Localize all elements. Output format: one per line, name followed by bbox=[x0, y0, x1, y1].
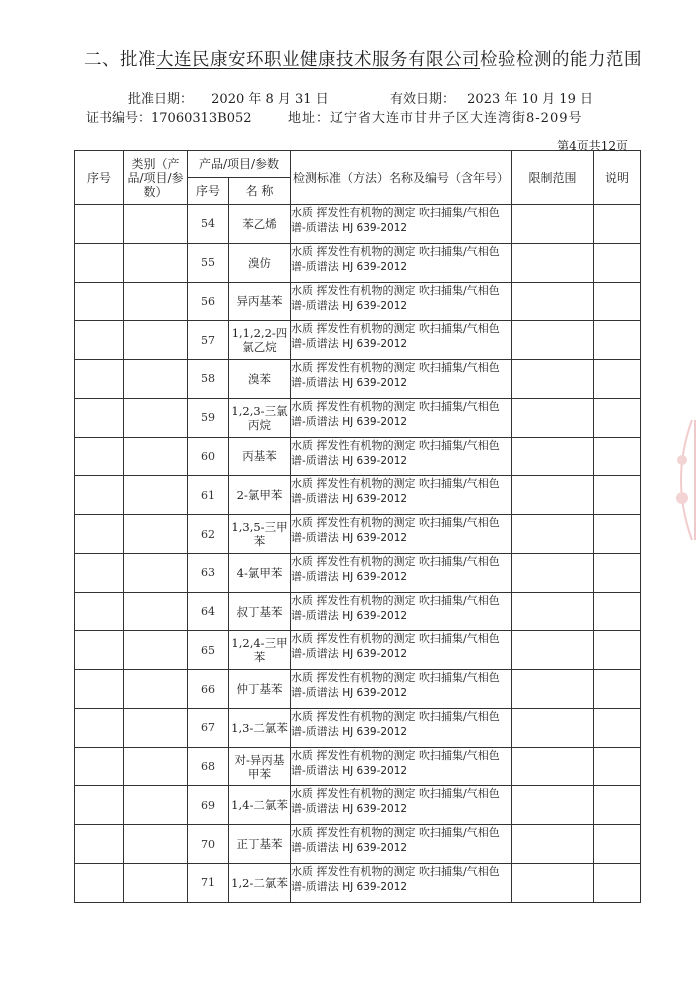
cert-value: 17060313B052 bbox=[151, 111, 252, 126]
row-standard-code: HJ 639-2012 bbox=[342, 881, 408, 894]
row-number: 68 bbox=[188, 747, 229, 786]
row-number: 64 bbox=[188, 592, 229, 631]
approval-date-value: 2020 年 8 月 31 日 bbox=[211, 92, 329, 107]
row-standard-name: 水质 挥发性有机物的测定 吹扫捕集/气相色谱-质谱法 bbox=[291, 516, 500, 545]
row-standard bbox=[291, 708, 512, 747]
row-note-cell bbox=[594, 631, 641, 670]
row-standard-name: 水质 挥发性有机物的测定 吹扫捕集/气相色谱-质谱法 bbox=[291, 865, 500, 894]
row-parameter-name: 溴仿 bbox=[229, 243, 291, 282]
row-parameter-name: 仲丁基苯 bbox=[229, 670, 291, 709]
row-standard-code: HJ 639-2012 bbox=[342, 570, 408, 583]
row-category-cell bbox=[124, 670, 188, 709]
address-label: 地址： bbox=[288, 111, 331, 126]
row-seq-cell bbox=[75, 321, 124, 360]
row-standard bbox=[291, 747, 512, 786]
row-standard bbox=[291, 631, 512, 670]
row-standard bbox=[291, 321, 512, 360]
row-parameter-name: 1,1,2,2-四氯乙烷 bbox=[229, 321, 291, 360]
row-parameter-name: 异丙基苯 bbox=[229, 282, 291, 321]
row-number: 55 bbox=[188, 243, 229, 282]
row-note-cell bbox=[594, 825, 641, 864]
table-row bbox=[75, 747, 641, 786]
row-parameter-name: 2-氯甲苯 bbox=[229, 476, 291, 515]
red-seal-fragment bbox=[664, 420, 696, 540]
header-seq: 序号 bbox=[75, 151, 124, 205]
table-row bbox=[75, 825, 641, 864]
row-standard bbox=[291, 825, 512, 864]
row-standard bbox=[291, 670, 512, 709]
row-limit-cell bbox=[512, 282, 594, 321]
row-seq-cell bbox=[75, 708, 124, 747]
row-standard-name: 水质 挥发性有机物的测定 吹扫捕集/气相色谱-质谱法 bbox=[291, 632, 500, 661]
row-seq-cell bbox=[75, 282, 124, 321]
valid-date-value: 2023 年 10 月 19 日 bbox=[467, 92, 593, 107]
table-row bbox=[75, 360, 641, 399]
row-seq-cell bbox=[75, 437, 124, 476]
row-seq-cell bbox=[75, 825, 124, 864]
table-row bbox=[75, 205, 641, 244]
row-note-cell bbox=[594, 747, 641, 786]
row-note-cell bbox=[594, 592, 641, 631]
header-product-group: 产品/项目/参数 bbox=[188, 151, 291, 178]
row-note-cell bbox=[594, 205, 641, 244]
table-row bbox=[75, 243, 641, 282]
row-limit-cell bbox=[512, 398, 594, 437]
row-standard-code: HJ 639-2012 bbox=[342, 764, 408, 777]
row-limit-cell bbox=[512, 786, 594, 825]
table-row bbox=[75, 515, 641, 554]
row-standard-name: 水质 挥发性有机物的测定 吹扫捕集/气相色谱-质谱法 bbox=[291, 399, 500, 428]
row-limit-cell bbox=[512, 592, 594, 631]
row-parameter-name: 1,2,3-三氯丙烷 bbox=[229, 398, 291, 437]
table-row bbox=[75, 398, 641, 437]
row-note-cell bbox=[594, 670, 641, 709]
row-limit-cell bbox=[512, 360, 594, 399]
row-limit-cell bbox=[512, 321, 594, 360]
table-row bbox=[75, 708, 641, 747]
table-row bbox=[75, 437, 641, 476]
row-seq-cell bbox=[75, 592, 124, 631]
row-note-cell bbox=[594, 360, 641, 399]
table-row bbox=[75, 786, 641, 825]
row-limit-cell bbox=[512, 864, 594, 903]
table-row bbox=[75, 321, 641, 360]
row-standard bbox=[291, 515, 512, 554]
row-note-cell bbox=[594, 515, 641, 554]
row-parameter-name: 叔丁基苯 bbox=[229, 592, 291, 631]
row-standard-code: HJ 639-2012 bbox=[342, 609, 408, 622]
row-limit-cell bbox=[512, 825, 594, 864]
row-seq-cell bbox=[75, 515, 124, 554]
row-category-cell bbox=[124, 205, 188, 244]
table-row bbox=[75, 592, 641, 631]
table-row bbox=[75, 553, 641, 592]
row-standard-name: 水质 挥发性有机物的测定 吹扫捕集/气相色谱-质谱法 bbox=[291, 554, 500, 583]
valid-date bbox=[390, 88, 593, 107]
row-number: 67 bbox=[188, 708, 229, 747]
table-row bbox=[75, 864, 641, 903]
row-standard-code: HJ 639-2012 bbox=[342, 454, 408, 467]
row-standard-code: HJ 639-2012 bbox=[342, 299, 408, 312]
row-standard bbox=[291, 243, 512, 282]
row-limit-cell bbox=[512, 747, 594, 786]
row-category-cell bbox=[124, 321, 188, 360]
table-row bbox=[75, 282, 641, 321]
row-number: 65 bbox=[188, 631, 229, 670]
row-standard-name: 水质 挥发性有机物的测定 吹扫捕集/气相色谱-质谱法 bbox=[291, 671, 500, 700]
row-standard-code: HJ 639-2012 bbox=[342, 260, 408, 273]
title-prefix: 二、批准 bbox=[84, 50, 156, 70]
header-limit: 限制范围 bbox=[512, 151, 594, 205]
row-seq-cell bbox=[75, 786, 124, 825]
row-parameter-name: 1,3,5-三甲苯 bbox=[229, 515, 291, 554]
row-parameter-name: 1,2,4-三甲苯 bbox=[229, 631, 291, 670]
row-parameter-name: 正丁基苯 bbox=[229, 825, 291, 864]
row-standard-code: HJ 639-2012 bbox=[342, 687, 408, 700]
row-note-cell bbox=[594, 243, 641, 282]
row-number: 58 bbox=[188, 360, 229, 399]
row-note-cell bbox=[594, 553, 641, 592]
row-category-cell bbox=[124, 282, 188, 321]
row-limit-cell bbox=[512, 437, 594, 476]
row-standard-name: 水质 挥发性有机物的测定 吹扫捕集/气相色谱-质谱法 bbox=[291, 283, 500, 312]
row-standard-name: 水质 挥发性有机物的测定 吹扫捕集/气相色谱-质谱法 bbox=[291, 477, 500, 506]
row-standard bbox=[291, 437, 512, 476]
row-number: 66 bbox=[188, 670, 229, 709]
row-seq-cell bbox=[75, 747, 124, 786]
address bbox=[288, 107, 583, 126]
row-standard-code: HJ 639-2012 bbox=[342, 532, 408, 545]
row-seq-cell bbox=[75, 553, 124, 592]
row-seq-cell bbox=[75, 243, 124, 282]
row-limit-cell bbox=[512, 476, 594, 515]
row-standard-name: 水质 挥发性有机物的测定 吹扫捕集/气相色谱-质谱法 bbox=[291, 206, 500, 234]
row-standard bbox=[291, 476, 512, 515]
row-limit-cell bbox=[512, 553, 594, 592]
table-row bbox=[75, 670, 641, 709]
row-seq-cell bbox=[75, 205, 124, 244]
row-note-cell bbox=[594, 321, 641, 360]
row-standard-name: 水质 挥发性有机物的测定 吹扫捕集/气相色谱-质谱法 bbox=[291, 593, 500, 622]
table-row bbox=[75, 476, 641, 515]
row-note-cell bbox=[594, 398, 641, 437]
row-category-cell bbox=[124, 864, 188, 903]
row-parameter-name: 1,4-二氯苯 bbox=[229, 786, 291, 825]
page-title bbox=[84, 46, 644, 71]
row-seq-cell bbox=[75, 631, 124, 670]
row-category-cell bbox=[124, 631, 188, 670]
row-standard bbox=[291, 553, 512, 592]
row-category-cell bbox=[124, 786, 188, 825]
row-number: 60 bbox=[188, 437, 229, 476]
row-category-cell bbox=[124, 708, 188, 747]
row-standard-code: HJ 639-2012 bbox=[342, 222, 408, 234]
cert-label: 证书编号： bbox=[86, 111, 152, 126]
approval-date-label: 批准日期： bbox=[128, 92, 194, 107]
row-number: 61 bbox=[188, 476, 229, 515]
row-standard bbox=[291, 205, 512, 244]
row-note-cell bbox=[594, 437, 641, 476]
row-seq-cell bbox=[75, 670, 124, 709]
row-note-cell bbox=[594, 708, 641, 747]
row-number: 56 bbox=[188, 282, 229, 321]
row-seq-cell bbox=[75, 864, 124, 903]
row-limit-cell bbox=[512, 631, 594, 670]
row-number: 59 bbox=[188, 398, 229, 437]
row-standard bbox=[291, 360, 512, 399]
valid-date-label: 有效日期： bbox=[390, 92, 456, 107]
row-parameter-name: 1,3-二氯苯 bbox=[229, 708, 291, 747]
header-sub-no: 序号 bbox=[188, 178, 229, 205]
row-note-cell bbox=[594, 282, 641, 321]
row-standard-name: 水质 挥发性有机物的测定 吹扫捕集/气相色谱-质谱法 bbox=[291, 826, 500, 855]
row-standard-code: HJ 639-2012 bbox=[342, 842, 408, 855]
row-number: 63 bbox=[188, 553, 229, 592]
row-standard bbox=[291, 398, 512, 437]
table-body bbox=[75, 205, 641, 903]
row-parameter-name: 苯乙烯 bbox=[229, 205, 291, 244]
row-category-cell bbox=[124, 825, 188, 864]
row-number: 54 bbox=[188, 205, 229, 244]
row-standard-name: 水质 挥发性有机物的测定 吹扫捕集/气相色谱-质谱法 bbox=[291, 244, 500, 273]
row-number: 57 bbox=[188, 321, 229, 360]
row-standard-code: HJ 639-2012 bbox=[342, 803, 408, 816]
approval-date bbox=[128, 88, 329, 107]
row-standard-name: 水质 挥发性有机物的测定 吹扫捕集/气相色谱-质谱法 bbox=[291, 787, 500, 816]
row-category-cell bbox=[124, 476, 188, 515]
page-info: 第4页共12页 bbox=[557, 139, 628, 153]
row-category-cell bbox=[124, 398, 188, 437]
row-limit-cell bbox=[512, 515, 594, 554]
row-parameter-name: 1,2-二氯苯 bbox=[229, 864, 291, 903]
row-parameter-name: 溴苯 bbox=[229, 360, 291, 399]
row-note-cell bbox=[594, 864, 641, 903]
row-category-cell bbox=[124, 243, 188, 282]
certificate-number bbox=[86, 107, 252, 126]
row-standard-code: HJ 639-2012 bbox=[342, 725, 408, 738]
company-name: 大连民康安环职业健康技术服务有限公司 bbox=[156, 50, 480, 70]
header-note: 说明 bbox=[594, 151, 641, 205]
row-category-cell bbox=[124, 515, 188, 554]
row-standard-code: HJ 639-2012 bbox=[342, 493, 408, 506]
row-category-cell bbox=[124, 360, 188, 399]
row-standard-name: 水质 挥发性有机物的测定 吹扫捕集/气相色谱-质谱法 bbox=[291, 361, 500, 390]
row-parameter-name: 对-异丙基甲苯 bbox=[229, 747, 291, 786]
row-limit-cell bbox=[512, 670, 594, 709]
table-row bbox=[75, 631, 641, 670]
row-limit-cell bbox=[512, 243, 594, 282]
row-standard-name: 水质 挥发性有机物的测定 吹扫捕集/气相色谱-质谱法 bbox=[291, 438, 500, 467]
row-standard-name: 水质 挥发性有机物的测定 吹扫捕集/气相色谱-质谱法 bbox=[291, 748, 500, 777]
header-category: 类别（产品/项目/参数） bbox=[124, 151, 188, 205]
title-suffix: 检验检测的能力范围 bbox=[480, 50, 642, 70]
row-category-cell bbox=[124, 553, 188, 592]
row-limit-cell bbox=[512, 708, 594, 747]
header-standard: 检测标准（方法）名称及编号（含年号） bbox=[291, 151, 512, 205]
row-standard bbox=[291, 282, 512, 321]
row-standard-name: 水质 挥发性有机物的测定 吹扫捕集/气相色谱-质谱法 bbox=[291, 709, 500, 738]
row-category-cell bbox=[124, 747, 188, 786]
row-seq-cell bbox=[75, 476, 124, 515]
row-parameter-name: 丙基苯 bbox=[229, 437, 291, 476]
row-number: 69 bbox=[188, 786, 229, 825]
row-seq-cell bbox=[75, 360, 124, 399]
row-limit-cell bbox=[512, 205, 594, 244]
row-seq-cell bbox=[75, 398, 124, 437]
header-name: 名 称 bbox=[229, 178, 291, 205]
row-standard-name: 水质 挥发性有机物的测定 吹扫捕集/气相色谱-质谱法 bbox=[291, 322, 500, 351]
row-category-cell bbox=[124, 592, 188, 631]
row-category-cell bbox=[124, 437, 188, 476]
row-standard bbox=[291, 786, 512, 825]
row-standard-code: HJ 639-2012 bbox=[342, 338, 408, 351]
seal-arc-icon bbox=[664, 420, 694, 540]
row-standard-code: HJ 639-2012 bbox=[342, 377, 408, 390]
address-value: 辽宁省大连市甘井子区大连湾街8-209号 bbox=[330, 111, 583, 126]
row-number: 70 bbox=[188, 825, 229, 864]
row-note-cell bbox=[594, 476, 641, 515]
row-number: 71 bbox=[188, 864, 229, 903]
row-number: 62 bbox=[188, 515, 229, 554]
capability-table bbox=[74, 150, 641, 903]
row-standard bbox=[291, 864, 512, 903]
row-standard bbox=[291, 592, 512, 631]
row-standard-code: HJ 639-2012 bbox=[342, 648, 408, 661]
row-standard-code: HJ 639-2012 bbox=[342, 415, 408, 428]
row-note-cell bbox=[594, 786, 641, 825]
row-parameter-name: 4-氯甲苯 bbox=[229, 553, 291, 592]
